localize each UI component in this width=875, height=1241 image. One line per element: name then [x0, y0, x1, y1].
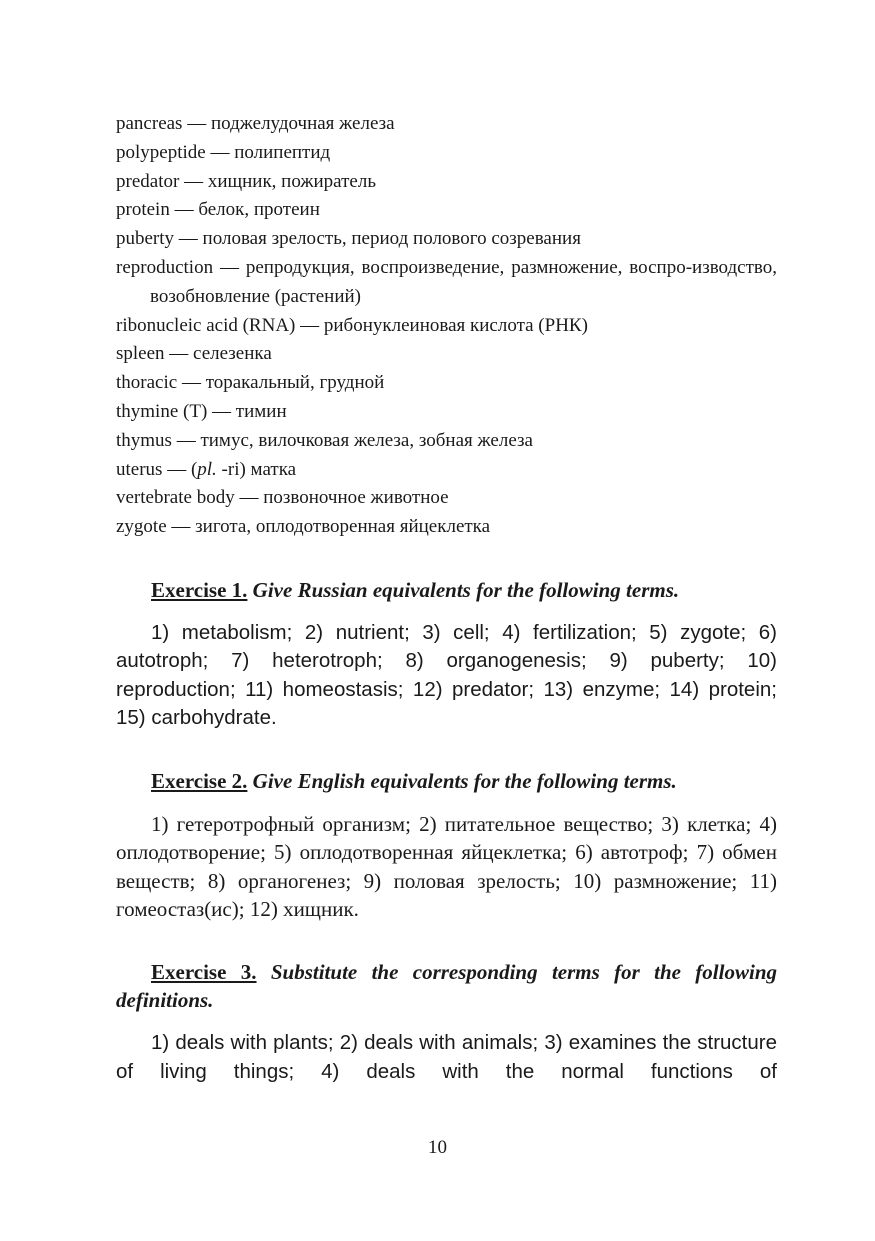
glossary-entry: puberty — половая зрелость, период полового созревания	[116, 228, 581, 250]
exercise-label: Exercise 2.	[151, 768, 248, 793]
exercise-3-body: 1) deals with plants; 2) deals with animals; 3) examines the structure of living things; 4) deals with the normal functions of	[116, 1031, 777, 1083]
glossary-entry: uterus — (pl. -ri) матка	[116, 458, 297, 480]
page-content	[116, 110, 777, 1086]
glossary-entry: reproduction — репродукция, воспроизведение, размножение, воспро-изводство, возобновление (растений)	[116, 256, 778, 307]
exercise-2-heading	[116, 767, 777, 796]
exercise-3-heading	[116, 958, 777, 1015]
glossary-entry: predator — хищник, пожиратель	[116, 170, 376, 192]
glossary-list	[116, 110, 777, 542]
glossary-entry: polypeptide — полипептид	[116, 141, 331, 163]
glossary-entry: thymus — тимус, вилочковая железа, зобная железа	[116, 429, 533, 451]
glossary-entry: vertebrate body — позвоночное животное	[116, 487, 449, 509]
glossary-entry: zygote — зигота, оплодотворенная яйцеклетка	[116, 516, 491, 538]
exercise-instruction: Substitute the corresponding terms for the following definitions.	[116, 959, 777, 1013]
exercise-1-heading	[116, 576, 777, 605]
exercise-2-body: 1) гетеротрофный организм; 2) питательное вещество; 3) клетка; 4) оплодотворение; 5) оплодотворенная яйцеклетка; 6) автотроф; 7) обмен веществ; 8) органогенез; 9) половая зрелость; 10) размножение; 11) гомеостаз(ис); 12) хищник.	[116, 811, 777, 922]
exercise-instruction: Give Russian equivalents for the following terms.	[252, 577, 680, 602]
glossary-entry: protein — белок, протеин	[116, 199, 320, 221]
exercise-instruction: Give English equivalents for the following terms.	[252, 768, 677, 793]
glossary-entry: ribonucleic acid (RNA) — рибонуклеиновая кислота (РНК)	[116, 314, 588, 336]
glossary-entry: pancreas — поджелудочная железа	[116, 113, 395, 134]
glossary-entry: thymine (T) — тимин	[116, 400, 287, 422]
glossary-entry: spleen — селезенка	[116, 343, 272, 365]
glossary-entry: thoracic — торакальный, грудной	[116, 372, 385, 394]
exercise-label: Exercise 3.	[151, 959, 257, 984]
exercise-1-body: 1) metabolism; 2) nutrient; 3) cell; 4) fertilization; 5) zygote; 6) autotroph; 7) heterotroph; 8) organogenesis; 9) puberty; 10) reproduction; 11) homeostasis; 12) predator; 13) enzyme; 14) protein; 15) carbohydrate.	[116, 620, 777, 730]
exercise-label: Exercise 1.	[151, 577, 248, 602]
page-number: 10	[428, 1137, 447, 1158]
